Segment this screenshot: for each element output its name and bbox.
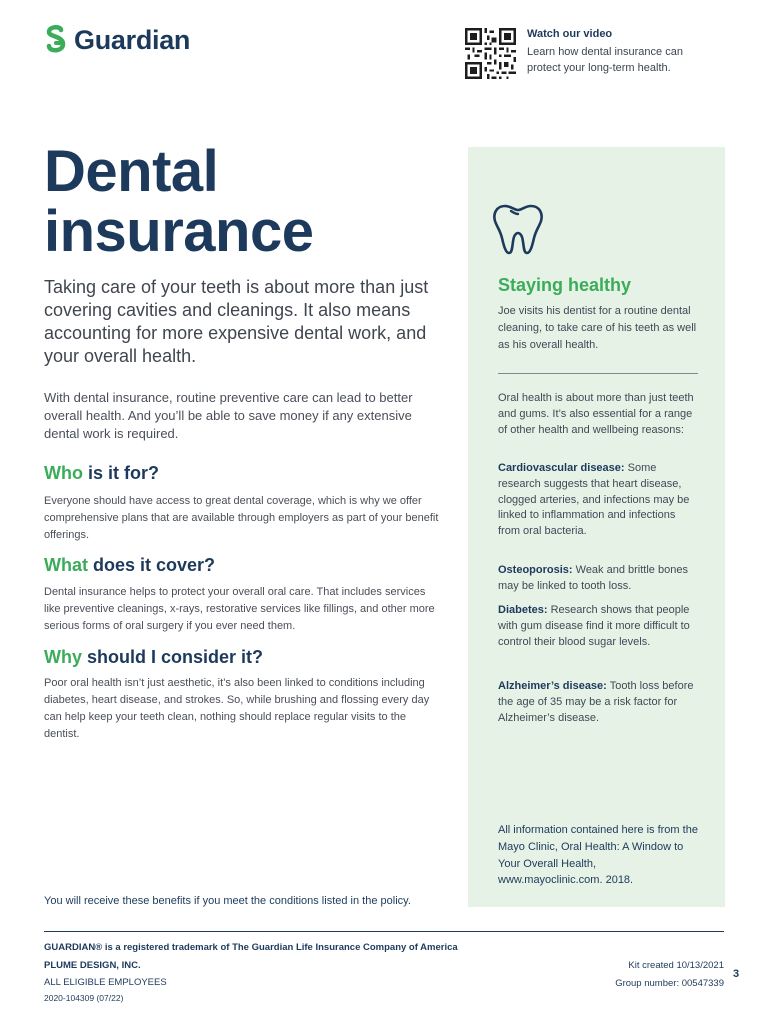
policy-footnote: You will receive these benefits if you meet the conditions listed in the policy. — [44, 895, 411, 907]
guardian-g-logo-icon — [44, 24, 68, 56]
video-description: Learn how dental insurance can protect your long-term health. — [527, 46, 683, 74]
title-line-2: insurance — [44, 199, 314, 264]
item-text: Weak and brittle bones may be linked to tooth loss. — [498, 564, 688, 592]
heading-highlight: Who — [44, 463, 83, 483]
guardian-logo — [44, 24, 190, 56]
heading-highlight: Why — [44, 647, 82, 667]
sidebar-citation: All information contained here is from the Mayo Clinic, Oral Health: A Window to Your Overall Health, www.mayoclinic.com. 2018. — [498, 824, 698, 887]
page-title — [44, 139, 314, 264]
heading-rest: should I consider it? — [82, 647, 264, 667]
section-body-why: Poor oral health isn’t just aesthetic, it’s also been linked to conditions including diabetes, heart disease, and strokes. So, while brushing and flossing every day can help keep your teeth clean, nothing should replace regular visits to the dentist. — [44, 677, 430, 740]
heading-rest: is it for? — [82, 463, 159, 483]
intro-text: Taking care of your teeth is about more than just covering cavities and cleanings. It also means accounting for more expensive dental work, and your overall health. — [44, 277, 429, 366]
eligibility: ALL ELIGIBLE EMPLOYEES — [44, 977, 167, 988]
item-term: Cardiovascular disease: — [498, 462, 625, 474]
lead-text: With dental insurance, routine preventive care can lead to better overall health. And you’ll be able to save money if any extensive dental work is required. — [44, 390, 413, 441]
qr-code-icon[interactable] — [465, 28, 516, 79]
section-heading-who — [44, 463, 159, 484]
sidebar-item-diabetes — [498, 603, 698, 650]
form-number: 2020-104309 (07/22) — [44, 993, 124, 1003]
video-title: Watch our video — [527, 28, 613, 40]
item-term: Diabetes: — [498, 604, 548, 616]
item-text: Some research suggests that heart disease, clogged arteries, and infections may be linked to inflammation and infections from oral bacteria. — [498, 462, 690, 538]
item-term: Osteoporosis: — [498, 564, 573, 576]
heading-rest: does it cover? — [88, 555, 216, 575]
section-body-what: Dental insurance helps to protect your overall oral care. That includes services like preventive cleanings, x-rays, restorative services like fillings, and other more serious forms of oral surgery if you ever need them. — [44, 586, 435, 632]
group-number: Group number: 00547339 — [615, 978, 724, 989]
page-number: 3 — [733, 968, 740, 980]
tooth-icon — [490, 202, 546, 256]
section-heading-why — [44, 647, 263, 668]
section-heading-what — [44, 555, 215, 576]
sidebar-item-alzheimers — [498, 679, 698, 726]
company-name: PLUME DESIGN, INC. — [44, 960, 141, 971]
item-text: Tooth loss before the age of 35 may be a risk factor for Alzheimer’s disease. — [498, 680, 694, 724]
trademark-notice: GUARDIAN® is a registered trademark of The Guardian Life Insurance Company of America — [44, 942, 458, 953]
sidebar-lead: Joe visits his dentist for a routine dental cleaning, to take care of his teeth as well as his overall health. — [498, 305, 697, 351]
sidebar-intro: Oral health is about more than just teeth and gums. It’s also essential for a range of other health and wellbeing reasons: — [498, 392, 694, 436]
sidebar-divider — [498, 373, 698, 374]
footer-divider — [44, 931, 724, 932]
sidebar-heading: Staying healthy — [498, 275, 632, 295]
title-line-1: Dental — [44, 139, 219, 204]
item-term: Alzheimer’s disease: — [498, 680, 607, 692]
logo-text: Guardian — [74, 24, 191, 55]
heading-highlight: What — [44, 555, 88, 575]
sidebar-item-cardiovascular — [498, 461, 698, 540]
sidebar-item-osteoporosis — [498, 563, 698, 595]
kit-created-date: Kit created 10/13/2021 — [628, 960, 724, 971]
section-body-who: Everyone should have access to great dental coverage, which is why we offer comprehensive plans that are available through employers as part of your benefit offerings. — [44, 495, 439, 541]
item-text: Research shows that people with gum disease find it more difficult to control their blood sugar levels. — [498, 604, 690, 648]
